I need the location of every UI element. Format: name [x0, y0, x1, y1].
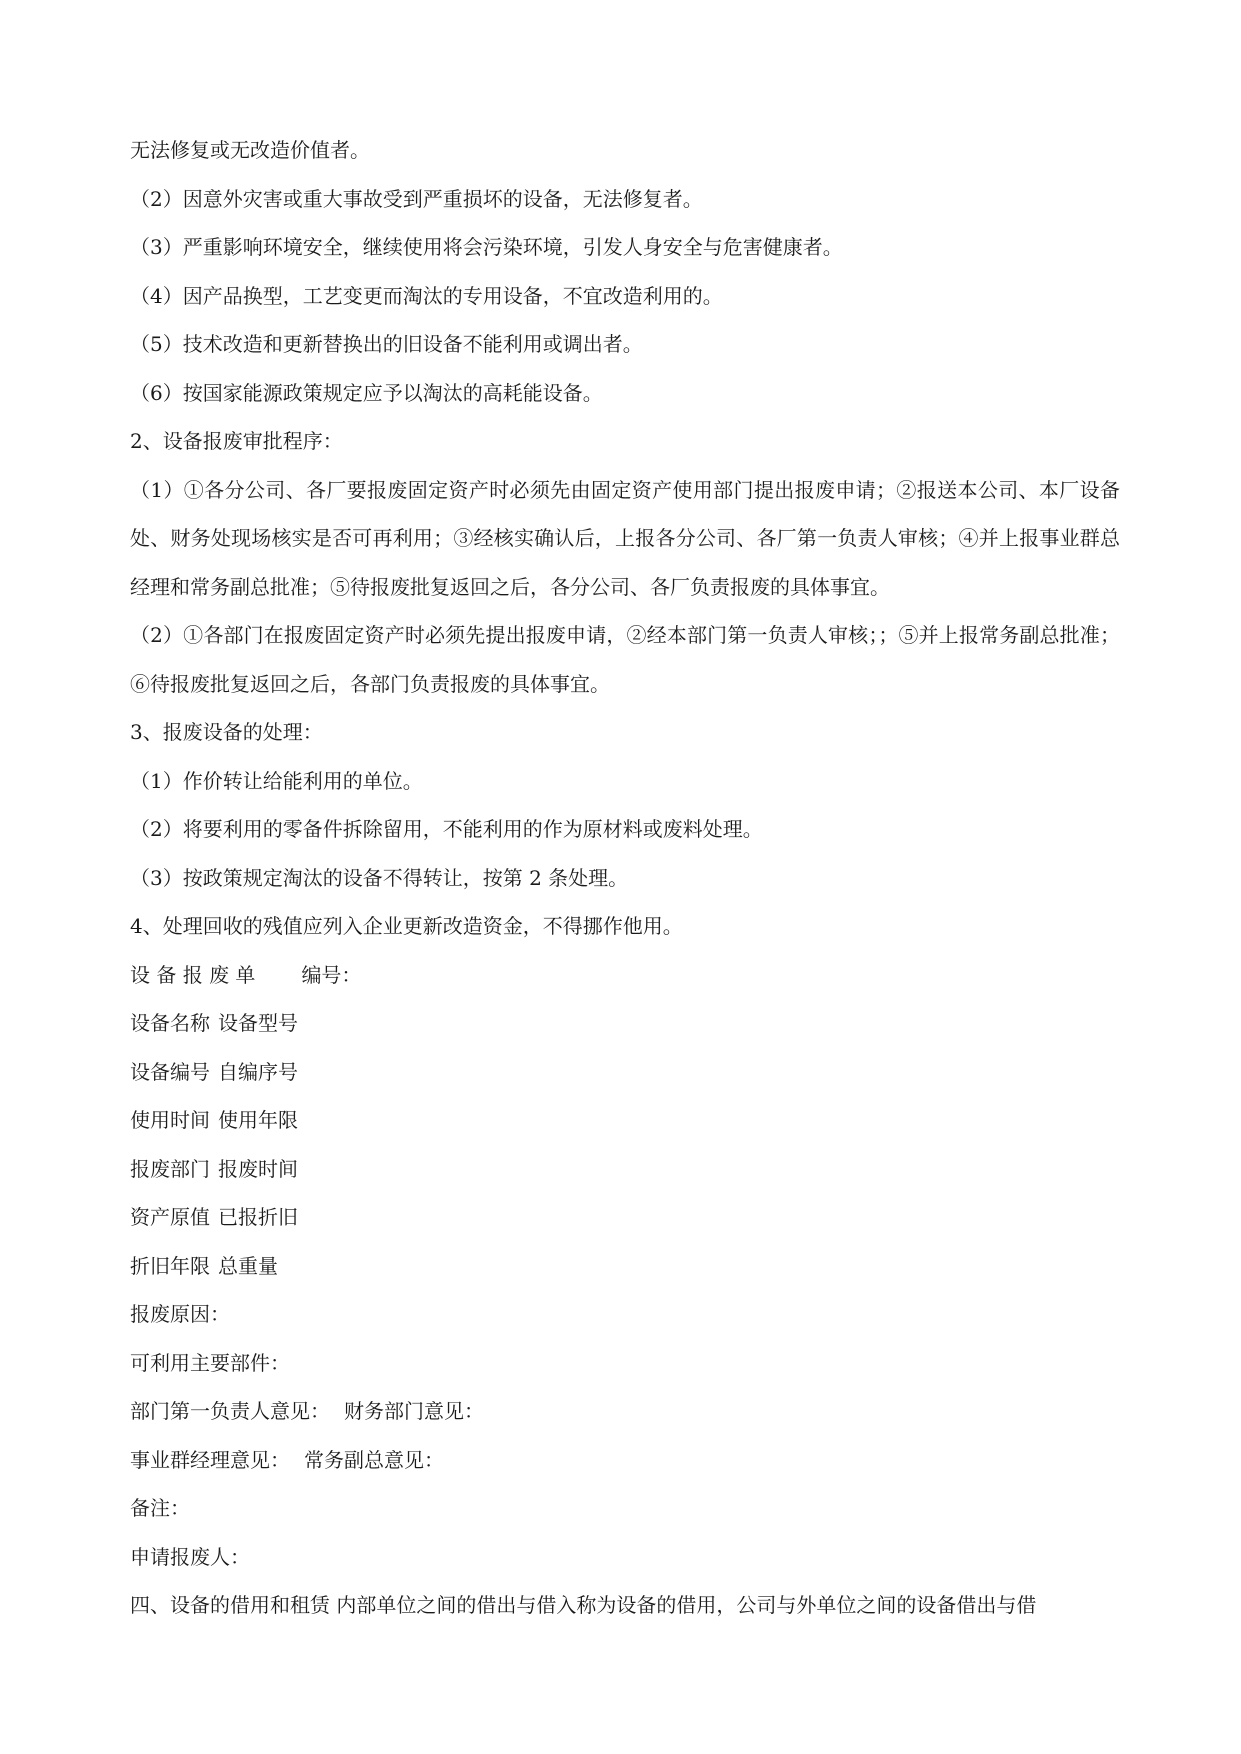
- form-number-label: 编号：: [301, 962, 362, 987]
- form-opinion-label: 部门第一负责人意见：: [130, 1399, 330, 1423]
- text-line: （3）按政策规定淘汰的设备不得转让，按第 2 条处理。: [130, 865, 629, 890]
- form-field-row: [130, 1096, 1120, 1145]
- form-field-label: 设备名称: [130, 1011, 210, 1035]
- form-field-row: [130, 1145, 1120, 1194]
- form-field-label: 报废时间: [218, 1156, 298, 1181]
- text-line: 无法修复或无改造价值者。: [130, 138, 370, 162]
- procedure-paragraph-2: （2）①各部门在报废固定资产时必须先提出报废申请，②经本部门第一负责人审核；；⑤并上报常务副总批准；⑥待报废批复返回之后，各部门负责报废的具体事宜。: [130, 623, 1120, 696]
- text-line: （4）因产品换型，工艺变更而淘汰的专用设备，不宜改造利用的。: [130, 283, 723, 308]
- form-field-label: 折旧年限: [130, 1253, 210, 1278]
- form-applicant-label: 申请报废人：: [130, 1544, 250, 1569]
- text-line: （2）因意外灾害或重大事故受到严重损坏的设备，无法修复者。: [130, 186, 703, 211]
- form-reason-label: 报废原因：: [130, 1302, 230, 1326]
- form-field-label: 使用时间: [130, 1108, 210, 1132]
- section-heading: 四、设备的借用和租赁 内部单位之间的借出与借入称为设备的借用，公司与外单位之间的设备借出与借: [130, 1593, 1037, 1617]
- form-remarks-label: 备注：: [130, 1496, 190, 1520]
- text-line: （3）严重影响环境安全，继续使用将会污染环境，引发人身安全与危害健康者。: [130, 235, 843, 259]
- procedure-paragraph-1: （1）①各分公司、各厂要报废固定资产时必须先由固定资产使用部门提出报废申请；②报送本公司、本厂设备处、财务处现场核实是否可再利用；③经核实确认后，上报各分公司、各厂第一负责人审核；④并上报事业群总经理和常务副总批准；⑤待报废批复返回之后，各分公司、各厂负责报废的具体事宜。: [130, 477, 1120, 599]
- form-field-row: [130, 1048, 1120, 1097]
- form-field-label: 资产原值: [130, 1205, 210, 1229]
- form-title-line: [130, 951, 1120, 1000]
- form-opinion-row: [130, 1436, 1120, 1485]
- form-field-label: 报废部门: [130, 1156, 210, 1181]
- section-heading: 3、报废设备的处理：: [130, 720, 323, 744]
- text-line: （5）技术改造和更新替换出的旧设备不能利用或调出者。: [130, 332, 643, 356]
- form-field-label: 设备型号: [218, 1011, 298, 1035]
- form-opinion-label: 常务副总意见：: [304, 1447, 444, 1472]
- text-line: 4、处理回收的残值应列入企业更新改造资金，不得挪作他用。: [130, 914, 683, 938]
- form-parts-label: 可利用主要部件：: [130, 1350, 290, 1375]
- form-field-label: 已报折旧: [218, 1205, 298, 1229]
- form-field-row: [130, 999, 1120, 1048]
- text-line: （6）按国家能源政策规定应予以淘汰的高耗能设备。: [130, 380, 603, 405]
- form-field-label: 使用年限: [218, 1108, 298, 1132]
- form-title: 设 备 报 废 单: [130, 962, 256, 987]
- form-field-label: 总重量: [218, 1253, 278, 1278]
- form-field-row: [130, 1242, 1120, 1291]
- section-heading: 2、设备报废审批程序：: [130, 429, 343, 453]
- form-opinion-row: [130, 1387, 1120, 1436]
- form-field-label: 自编序号: [218, 1059, 298, 1084]
- text-line: （1）作价转让给能利用的单位。: [130, 768, 423, 793]
- form-opinion-label: 财务部门意见：: [344, 1399, 484, 1423]
- form-field-label: 设备编号: [130, 1059, 210, 1084]
- text-line: （2）将要利用的零备件拆除留用，不能利用的作为原材料或废料处理。: [130, 817, 763, 841]
- form-field-row: [130, 1193, 1120, 1242]
- form-opinion-label: 事业群经理意见：: [130, 1447, 290, 1472]
- document-body: [130, 126, 1120, 1630]
